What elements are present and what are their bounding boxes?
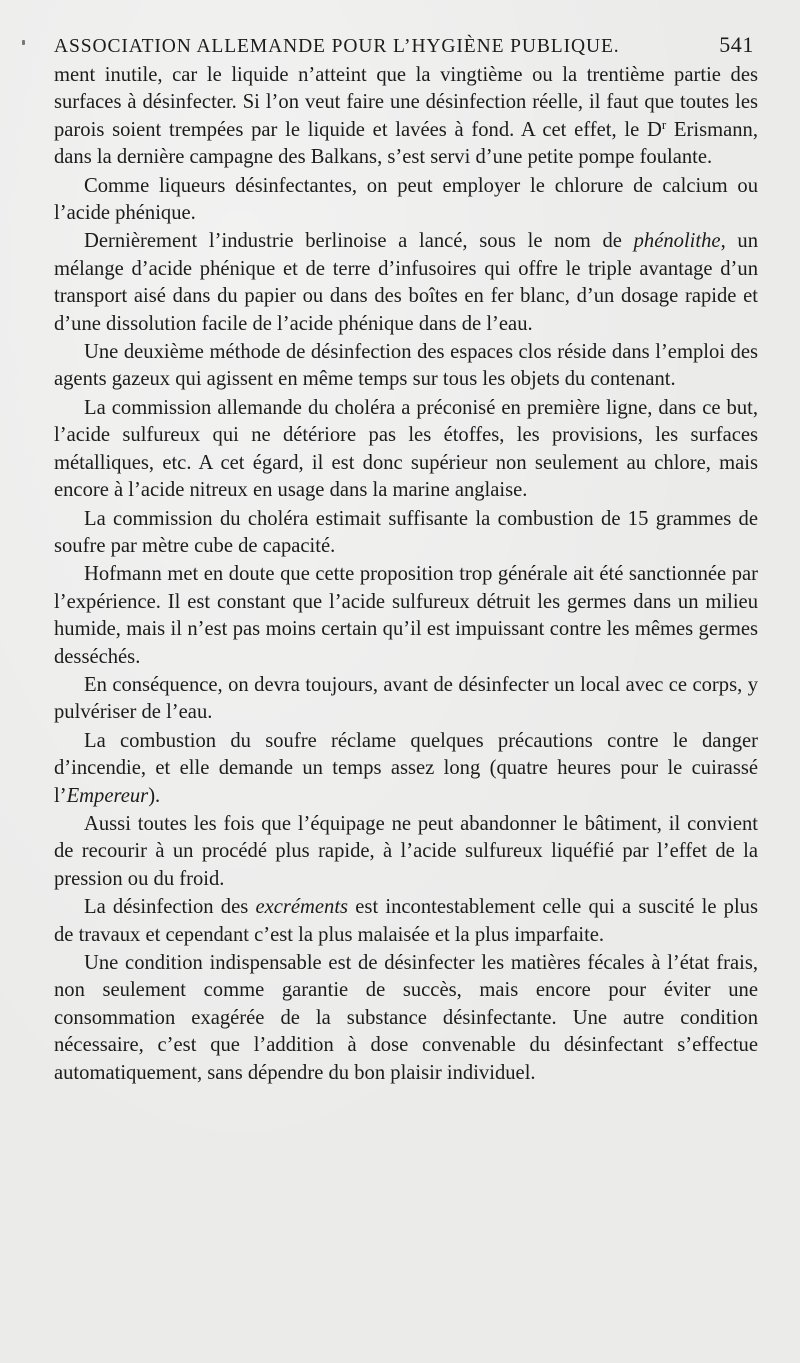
running-header-title: ASSOCIATION ALLEMANDE POUR L’HYGIÈNE PUBLIQUE. <box>54 36 620 57</box>
text-run: Hofmann met en doute que cette proposition trop générale ait été sanctionnée par l’expérience. Il est constant que l’acide sulfureux détruit les germes dans un milieu humide, mais il n’est pas moins certain qu’il est impuissant contre les mêmes germes desséchés. <box>54 563 758 668</box>
paragraph <box>54 395 758 505</box>
text-run: ). <box>148 784 161 807</box>
text-run: Une condition indispensable est de désinfecter les matières fécales à l’état frais, non seulement comme garantie de succès, mais encore pour éviter une consommation exagérée de la substance désinfectante. Une autre condition nécessaire, c’est que l’addition à dose convenable du désinfectant s’effectue automatiquement, sans dépendre du bon plaisir individuel. <box>54 952 758 1084</box>
text-run: est incontestablement celle qui a suscité le plus de travaux et cependant c’est la plus malaisée et la plus imparfaite. <box>54 896 758 946</box>
italic-run: excréments <box>255 896 349 919</box>
body-text <box>54 62 758 1087</box>
page-edge-mark <box>22 40 25 45</box>
text-run: Aussi toutes les fois que l’équipage ne peut abandonner le bâtiment, il convient de recourir à un procédé plus rapide, à l’acide sulfureux liquéfié par l’effet de la pression ou du froid. <box>54 812 758 890</box>
paragraph <box>54 339 758 394</box>
paragraph <box>54 950 758 1087</box>
text-run: La commission allemande du choléra a préconisé en première ligne, dans ce but, l’acide sulfureux qui ne détériore pas les étoffes, les provisions, les surfaces métalliques, etc. A cet égard, il est donc supérieur non seulement au chlore, mais encore à l’acide nitreux en usage dans la marine anglaise. <box>54 396 758 502</box>
paragraph <box>54 506 758 561</box>
paragraph <box>54 728 758 810</box>
paragraph <box>54 62 758 172</box>
text-run: En conséquence, on devra toujours, avant de désinfecter un local avec ce corps, y pulvériser de l’eau. <box>54 673 758 724</box>
paragraph <box>54 228 758 338</box>
text-run: La désinfection des <box>84 896 256 919</box>
text-run: La commission du choléra estimait suffisante la combustion de 15 grammes de soufre par mètre cube de capacité. <box>54 507 758 557</box>
text-run: La combustion du soufre réclame quelques précautions contre le danger d’incendie, et elle demande un temps assez long (quatre heures pour le cuirassé l’ <box>54 729 758 807</box>
text-run: , un mélange d’acide phénique et de terre d’infusoires qui offre le triple avantage d’un transport aisé dans du papier ou dans des boîtes en fer blanc, d’un dosage rapide et d’une dissolution facile de l’acide phénique dans de l’eau. <box>54 230 759 335</box>
paragraph <box>54 561 758 671</box>
paragraph <box>54 811 758 893</box>
paragraph <box>54 894 758 949</box>
text-run: Comme liqueurs désinfectantes, on peut employer le chlorure de calcium ou l’acide phénique. <box>54 174 758 225</box>
superscript-run: r <box>661 116 667 132</box>
text-run: Erismann, dans la dernière campagne des Balkans, s’est servi d’une petite pompe foulante. <box>54 118 758 169</box>
paragraph <box>54 672 758 727</box>
page-number: 541 <box>719 32 754 57</box>
text-run: Une deuxième méthode de désinfection des espaces clos réside dans l’emploi des agents gazeux qui agissent en même temps sur tous les objets du contenant. <box>54 341 758 391</box>
paragraph <box>54 173 758 228</box>
running-header <box>54 32 758 58</box>
text-run: Dernièrement l’industrie berlinoise a lancé, sous le nom de <box>84 230 634 253</box>
italic-run: phénolithe <box>633 230 721 253</box>
italic-run: Empereur <box>66 784 149 807</box>
text-run: ment inutile, car le liquide n’atteint que la vingtième ou la trentième partie des surfaces à désinfecter. Si l’on veut faire une désinfection réelle, il faut que toutes les parois soient trempées par le liquide et lavées à fond. A cet effet, le D <box>54 64 758 141</box>
